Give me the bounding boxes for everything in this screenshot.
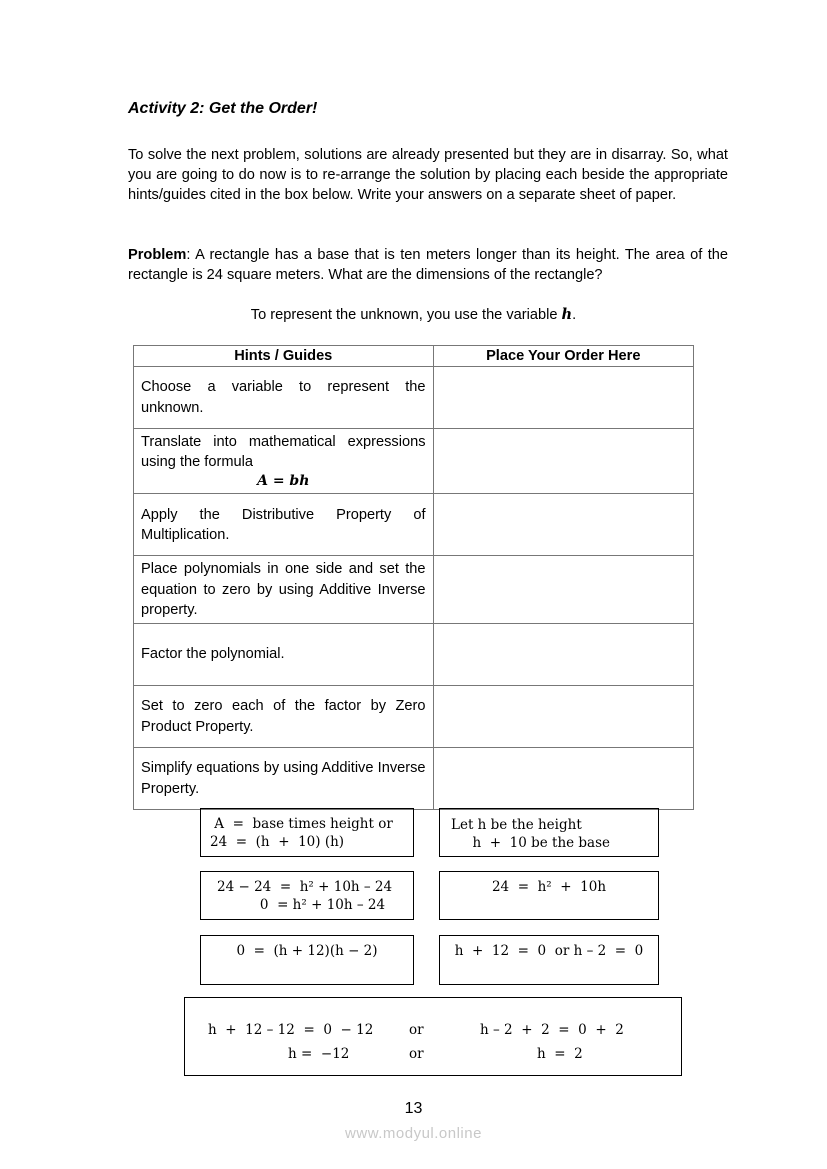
hint-cell [134, 624, 434, 686]
solution-line: 24 − 24 = h² + 10h – 24 [217, 879, 393, 895]
solution-box-factored[interactable] [200, 935, 414, 985]
hint-cell [134, 748, 434, 810]
problem-label: Problem [128, 247, 187, 263]
header-hints: Hints / Guides [134, 346, 434, 367]
table-row [134, 367, 694, 429]
order-cell[interactable] [433, 624, 693, 686]
hint-text: Place polynomials in one side and set the equation to zero by using Additive Inverse property. [141, 561, 426, 618]
solution-line: 24 = (h + 10) (h) [210, 834, 345, 850]
solution-box-area-equation[interactable] [200, 808, 414, 857]
order-cell[interactable] [433, 556, 693, 624]
activity-title: Activity 2: Get the Order! [128, 100, 318, 117]
order-cell[interactable] [433, 367, 693, 429]
solution-or-2: or [409, 1046, 424, 1062]
hint-text: Factor the polynomial. [141, 646, 285, 663]
hint-text: Simplify equations by using Additive Inverse Property. [141, 760, 426, 797]
solution-box-let-h[interactable] [439, 808, 659, 857]
solution-or-1: or [409, 1022, 424, 1038]
solution-box-zero-product[interactable] [439, 935, 659, 985]
solution-box-additive-inverse[interactable] [200, 871, 414, 920]
table-row [134, 429, 694, 494]
hint-cell [134, 494, 434, 556]
problem-paragraph [128, 245, 728, 285]
solution-line: h + 12 = 0 or h – 2 = 0 [454, 943, 644, 959]
solution-line-left-2: h = −12 [288, 1046, 350, 1062]
table-row [134, 624, 694, 686]
solution-line: 24 = h² + 10h [491, 879, 607, 895]
solution-box-simplify[interactable] [184, 997, 682, 1076]
area-formula: A = bh [257, 473, 310, 490]
solution-line: 0 = h² + 10h – 24 [217, 897, 386, 913]
solution-line: h + 10 be the base [451, 835, 611, 851]
hint-cell [134, 686, 434, 748]
table-row [134, 556, 694, 624]
order-cell[interactable] [433, 494, 693, 556]
hint-text: Translate into mathematical expressions using the formula [141, 434, 426, 471]
order-cell[interactable] [433, 686, 693, 748]
variable-note [0, 306, 827, 323]
page-number: 13 [404, 1100, 423, 1117]
solution-line-left-1: h + 12 – 12 = 0 − 12 [208, 1022, 374, 1038]
variable-note-text: To represent the unknown, you use the variable [250, 307, 562, 323]
hint-text: Apply the Distributive Property of Multiplication. [141, 506, 426, 543]
hint-text: Set to zero each of the factor by Zero Product Property. [141, 698, 426, 735]
hints-table [133, 345, 694, 810]
solution-line-right-1: h – 2 + 2 = 0 + 2 [480, 1022, 624, 1038]
intro-paragraph: To solve the next problem, solutions are already presented but they are in disarray. So, what you are going to do now is to re-arrange the solution by placing each beside the appropriate hints/guides cited in the box below. Write your answers on a separate sheet of paper. [128, 147, 728, 204]
solution-box-distributive[interactable] [439, 871, 659, 920]
watermark: www.modyul.online [345, 1125, 482, 1142]
solution-line: Let h be the height [451, 817, 582, 833]
variable-symbol: h [561, 306, 573, 323]
hint-cell [134, 429, 434, 494]
variable-note-end: . [572, 307, 577, 323]
problem-text: : A rectangle has a base that is ten meters longer than its height. The area of the rectangle is 24 square meters. What are the dimensions of the rectangle? [128, 247, 728, 284]
table-header-row [134, 346, 694, 367]
hint-cell [134, 556, 434, 624]
solution-line: A = base times height or [210, 816, 393, 832]
hint-text: Choose a variable to represent the unknown. [141, 379, 426, 416]
solution-line-right-2: h = 2 [537, 1046, 583, 1062]
table-row [134, 748, 694, 810]
solution-line: 0 = (h + 12)(h − 2) [236, 943, 378, 959]
order-cell[interactable] [433, 748, 693, 810]
order-cell[interactable] [433, 429, 693, 494]
table-row [134, 686, 694, 748]
hint-cell [134, 367, 434, 429]
table-row [134, 494, 694, 556]
header-order: Place Your Order Here [433, 346, 693, 367]
